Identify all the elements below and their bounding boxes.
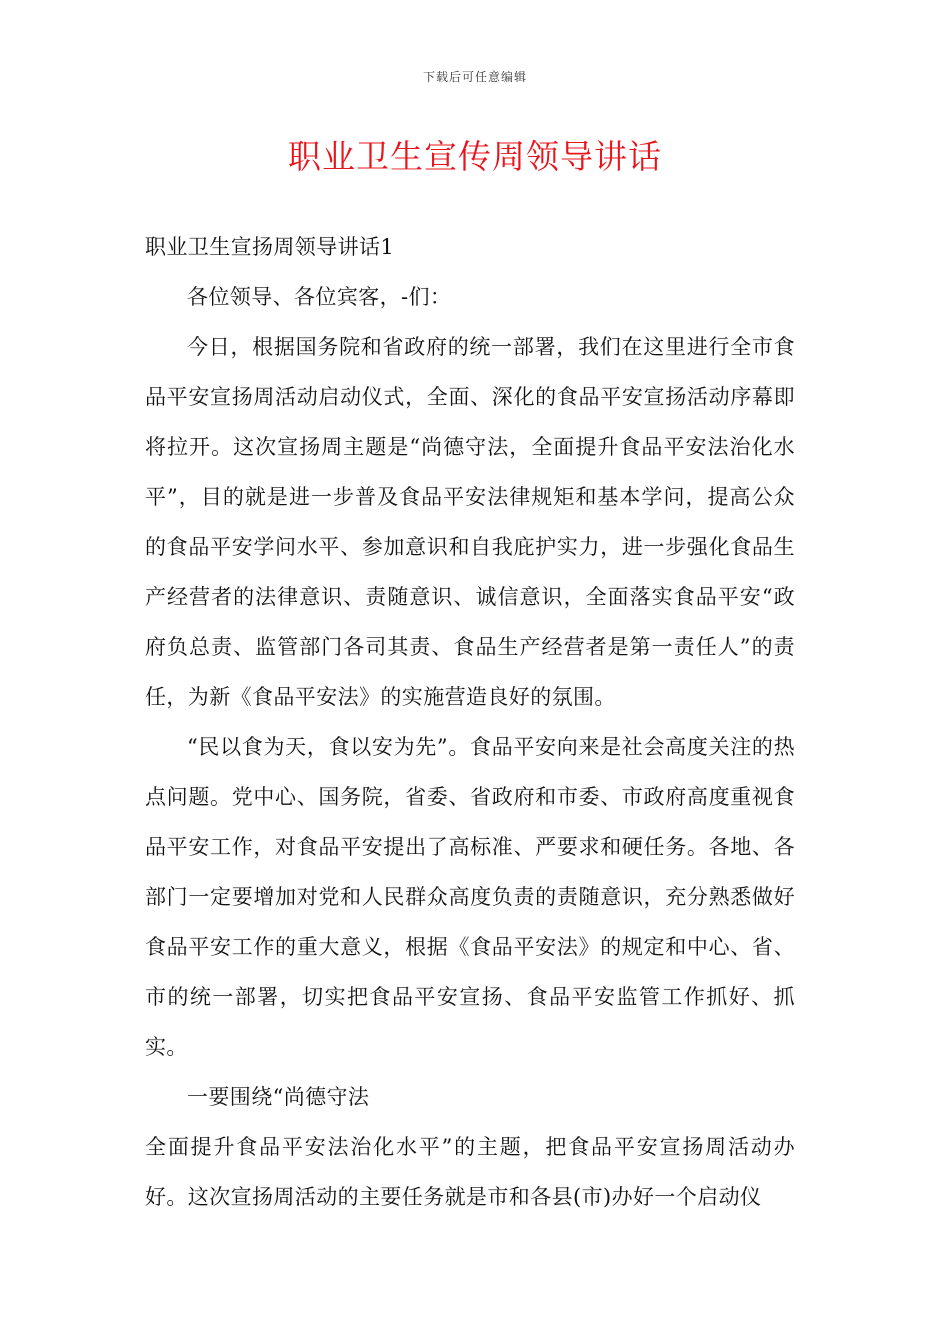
paragraph-importance: “民以食为天，食以安为先”。食品平安向来是社会高度关注的热点问题。党中心、国务院，省委、省政府和市委、市政府高度重视食品平安工作，对食品平安提出了高标准、严要求和硬任务。各地、各部门一定要增加对党和人民群众高度负责的责随意识，充分熟悉做好食品平安工作的重大意义，根据《食品平安法》的规定和中心、省、市的统一部署，切实把食品平安宣扬、食品平安监管工作抓好、抓实。	[145, 735, 795, 1059]
paragraph-point-one: 一要围绕“尚德守法	[187, 1085, 370, 1109]
paragraph-intro: 今日，根据国务院和省政府的统一部署，我们在这里进行全市食品平安宣扬周活动启动仪式，全面、深化的食品平安宣扬活动序幕即将拉开。这次宣扬周主题是“尚德守法，全面提升食品平安法治化水平”，目的就是进一步普及食品平安法律规矩和基本学问，提高公众的食品平安学问水平、参加意识和自我庇护实力，进一步强化食品生产经营者的法律意识、责随意识、诚信意识，全面落实食品平安“政府负总责、监管部门各司其责、食品生产经营者是第一责任人”的责任，为新《食品平安法》的实施营造良好的氛围。	[145, 335, 795, 709]
header-note: 下载后可任意编辑	[422, 70, 527, 84]
document-body	[145, 222, 795, 1222]
paragraph-continuation: 全面提升食品平安法治化水平”的主题，把食品平安宣扬周活动办好。这次宣扬周活动的主要任务就是市和各县(市)办好一个启动仪	[145, 1135, 795, 1209]
document-title: 职业卫生宣传周领导讲话	[288, 137, 662, 176]
section-heading: 职业卫生宣扬周领导讲话1	[145, 235, 395, 259]
paragraph-greeting: 各位领导、各位宾客，-们：	[187, 285, 452, 309]
